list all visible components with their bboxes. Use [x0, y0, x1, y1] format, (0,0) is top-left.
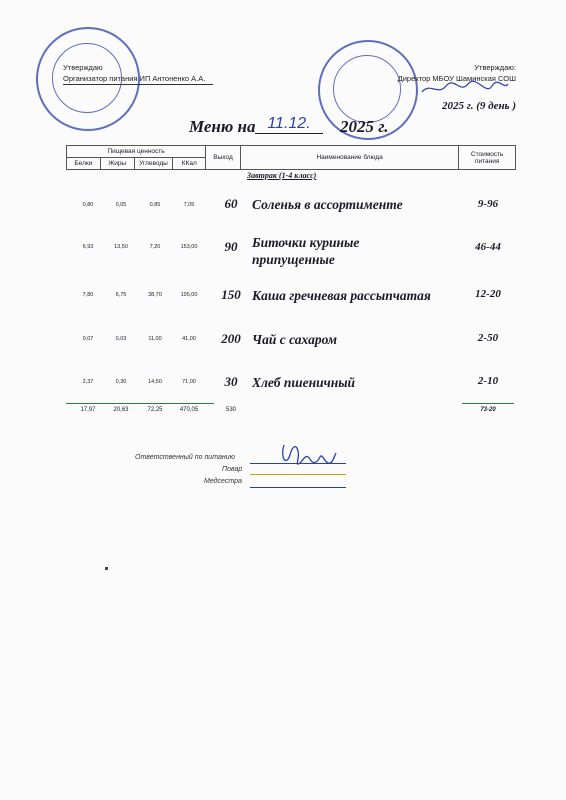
right-approved-label: Утверждаю: — [474, 63, 516, 72]
row-fats: 0,05 — [115, 202, 127, 208]
row-proteins: 7,80 — [82, 292, 94, 298]
dish-header: Наименование блюда — [240, 146, 458, 170]
kcal-header: ККал — [173, 158, 206, 170]
row-proteins: 0,07 — [82, 336, 94, 342]
nurse-label: Медсестра — [204, 478, 242, 485]
row-proteins: 2,37 — [82, 379, 94, 385]
fats-header: Жиры — [100, 158, 134, 170]
row-carbs: 7,20 — [149, 244, 161, 250]
row-fats: 0,03 — [115, 336, 127, 342]
row-dish: Чай с сахаром — [252, 332, 338, 347]
row-price: 2-50 — [477, 332, 499, 344]
left-approval — [63, 62, 213, 85]
menu-date: 11.12. — [255, 115, 323, 134]
totals-line — [66, 403, 214, 404]
row-kcal: 153,00 — [180, 244, 198, 250]
price-header-line1: Стоимость — [470, 150, 504, 158]
row-proteins: 0,80 — [82, 202, 94, 208]
director-signature — [420, 78, 510, 100]
right-approval-date: 2025 г. (9 день ) — [442, 100, 516, 112]
row-dish: Соленья в ассортименте — [252, 197, 403, 212]
total-fats: 20,63 — [113, 407, 129, 413]
row-yield: 30 — [224, 374, 238, 389]
row-yield: 200 — [221, 331, 241, 346]
row-proteins: 6,93 — [82, 244, 94, 250]
cook-label: Повар — [222, 466, 243, 473]
table-row — [66, 234, 516, 267]
row-yield: 60 — [224, 196, 238, 211]
price-header-line2: питания — [474, 157, 500, 165]
left-approved-label: Утверждаю — [63, 63, 103, 72]
row-price: 9-96 — [477, 198, 499, 210]
totals-line-right — [462, 403, 514, 404]
nurse-line — [250, 487, 346, 488]
carbs-header: Углеводы — [134, 158, 173, 170]
row-fats: 6,75 — [115, 292, 127, 298]
menu-year: 2025 г. — [340, 117, 389, 136]
nutrition-header: Пищевая ценность — [67, 146, 206, 158]
row-fats: 13,50 — [114, 244, 128, 250]
section-title: Завтрак (1-4 класс) — [247, 171, 317, 180]
row-dish: Биточки куриные припущенные — [252, 235, 360, 267]
total-yield: 530 — [225, 407, 236, 413]
table-row — [66, 196, 516, 226]
yield-header: Выход — [206, 146, 241, 170]
table-row — [66, 331, 516, 361]
row-price: 46-44 — [475, 241, 501, 253]
left-approved-org: Организатор питания ИП Антоненко А.А. — [63, 73, 213, 85]
responsible-label: Ответственный по питанию — [135, 454, 235, 461]
row-fats: 0,30 — [115, 379, 127, 385]
row-yield: 150 — [221, 287, 241, 302]
row-carbs: 0,85 — [149, 202, 161, 208]
row-yield: 90 — [224, 239, 238, 254]
row-kcal: 195,00 — [180, 292, 198, 298]
row-carbs: 38,70 — [148, 292, 162, 298]
table-row — [66, 374, 516, 404]
menu-title: Меню на — [189, 117, 256, 136]
total-price: 73-20 — [480, 407, 496, 413]
scan-mark — [105, 567, 108, 570]
total-carbs: 72,25 — [147, 407, 163, 413]
row-price: 2-10 — [477, 375, 499, 387]
row-price: 12-20 — [475, 288, 501, 300]
total-kcal: 470,05 — [179, 407, 199, 413]
menu-table-header — [66, 145, 516, 170]
right-approved-org: Директор МБОУ Шаминская СОШ — [397, 74, 516, 83]
total-proteins: 17,97 — [80, 407, 96, 413]
proteins-header: Белки — [67, 158, 101, 170]
table-row — [66, 287, 516, 317]
price-header — [459, 146, 516, 170]
row-dish: Хлеб пшеничный — [252, 375, 356, 390]
row-dish: Каша гречневая рассыпчатая — [252, 288, 431, 303]
row-carbs: 14,50 — [148, 379, 162, 385]
row-kcal: 71,00 — [182, 379, 196, 385]
row-carbs: 11,00 — [148, 336, 162, 342]
row-kcal: 7,05 — [183, 202, 195, 208]
responsible-signature — [276, 437, 340, 475]
row-kcal: 41,00 — [182, 336, 196, 342]
